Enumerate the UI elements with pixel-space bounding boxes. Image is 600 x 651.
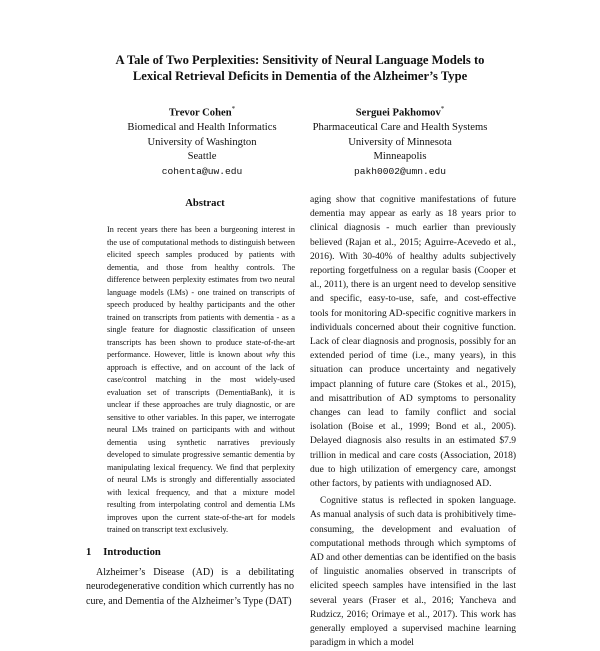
abstract-heading: Abstract [185, 198, 225, 209]
author-name: Serguei Pakhomov* [355, 105, 445, 119]
paper-title [60, 52, 540, 84]
body-paragraph: aging show that cognitive manifestations of future dementia may appear as early as 18 years prior to clinical diagnosis - much earlier than previously believed (Rajan et al., 2015; Aguirre-Acevedo et al., 2016). With 30-40% of healthy adults subjectively reporting forgetfulness on a regular basis (Cooper et al., 2011), there is an urgent need to develop sensitive and specific, easy-to-use, safe, and cost-effective tools for monitoring AD-specific cognitive markers in individuals concerned about their cognitive function. Lack of clear diagnosis and prognosis, possibly for an extended period of time (i.e., many years), in this situation can produce uncertainty and negatively impact planning of future care (Stokes et al., 2015), and misattribution of AD symptoms to personality changes can lead to family conflict and social isolation (Boise et al., 1999; Bond et al., 2005). Delayed diagnosis also results in an estimated $7.9 trillion in medical and care costs (Association, 2018) due to high utilization of emergency care, amongst other factors, by patients with undiagnosed AD. [310, 195, 516, 490]
author-affiliation: Biomedical and Health Informatics [127, 122, 277, 134]
author-email: pakh0002@umn.edu [353, 165, 447, 177]
author-affiliation: Seattle [187, 151, 217, 163]
paper-title-line-1: A Tale of Two Perplexities: Sensitivity of Neural Language Models to [115, 53, 485, 67]
paper-title-line-2: Lexical Retrieval Deficits in Dementia of the Alzheimer’s Type [132, 69, 468, 83]
abstract-body [107, 224, 295, 537]
abstract-emphasis: why [266, 350, 280, 359]
body-paragraph: Cognitive status is reflected in spoken language. As manual analysis of such data is prohibitively time-consuming, the development and evaluation of computational methods through which symptoms of AD and other dementias can be identified on the basis of linguistic anomalies observed in transcripts of elicited speech samples have intensified in the last several years (Fraser et al., 2016; Yancheva and Rudzicz, 2016; Orimaye et al., 2017). This work has generally employed a supervised machine learning paradigm in which a model [310, 496, 516, 649]
section-number: 1 [86, 547, 92, 558]
author-affiliation: Pharmaceutical Care and Health Systems [312, 122, 488, 134]
abstract-text: this approach is effective, and on account of the lack of case/control matching in the most widely-used evaluation set of transcripts (DementiaBank), it is unclear if these approaches are truly diagnostic, or are sensitive to other variables. In this paper, we interrogate neural LMs trained on participants with and without dementia using synthetic narratives previously developed to simulate progressive semantic dementia by manipulating lexical frequency. We find that perplexity of neural LMs is strongly and differentially associated with lexical frequency, and that a mixture model resulting from interpolating control and dementia LMs improves upon the current state-of-the-art for models trained on transcript text exclusively. [107, 350, 296, 534]
author-affiliation: University of Minnesota [348, 136, 452, 148]
right-column [310, 193, 516, 651]
author-affiliation: Minneapolis [373, 151, 427, 163]
author-email: cohenta@uw.edu [161, 165, 243, 177]
author-block-1 [112, 102, 292, 179]
author-block-2 [300, 102, 500, 179]
author-name: Trevor Cohen* [168, 105, 236, 119]
section-heading [86, 547, 161, 558]
abstract-text: In recent years there has been a burgeoning interest in the use of computational methods to distinguish between elicited speech samples produced by patients with dementia, and those from healthy controls. The difference between perplexity estimates from two neural language models (LMs) - one trained on transcripts of speech produced by healthy participants and the other trained on transcripts from patients with dementia - as a single feature for diagnostic classification of unseen transcripts has been shown to produce state-of-the-art performance. However, little is known about [107, 225, 295, 359]
author-affiliation: University of Washington [147, 136, 257, 148]
section-title: Introduction [103, 547, 161, 558]
intro-paragraph: Alzheimer’s Disease (AD) is a debilitating neurodegenerative condition which currently has no cure, and Dementia of the Alzheimer’s Type (DAT) [86, 567, 294, 607]
